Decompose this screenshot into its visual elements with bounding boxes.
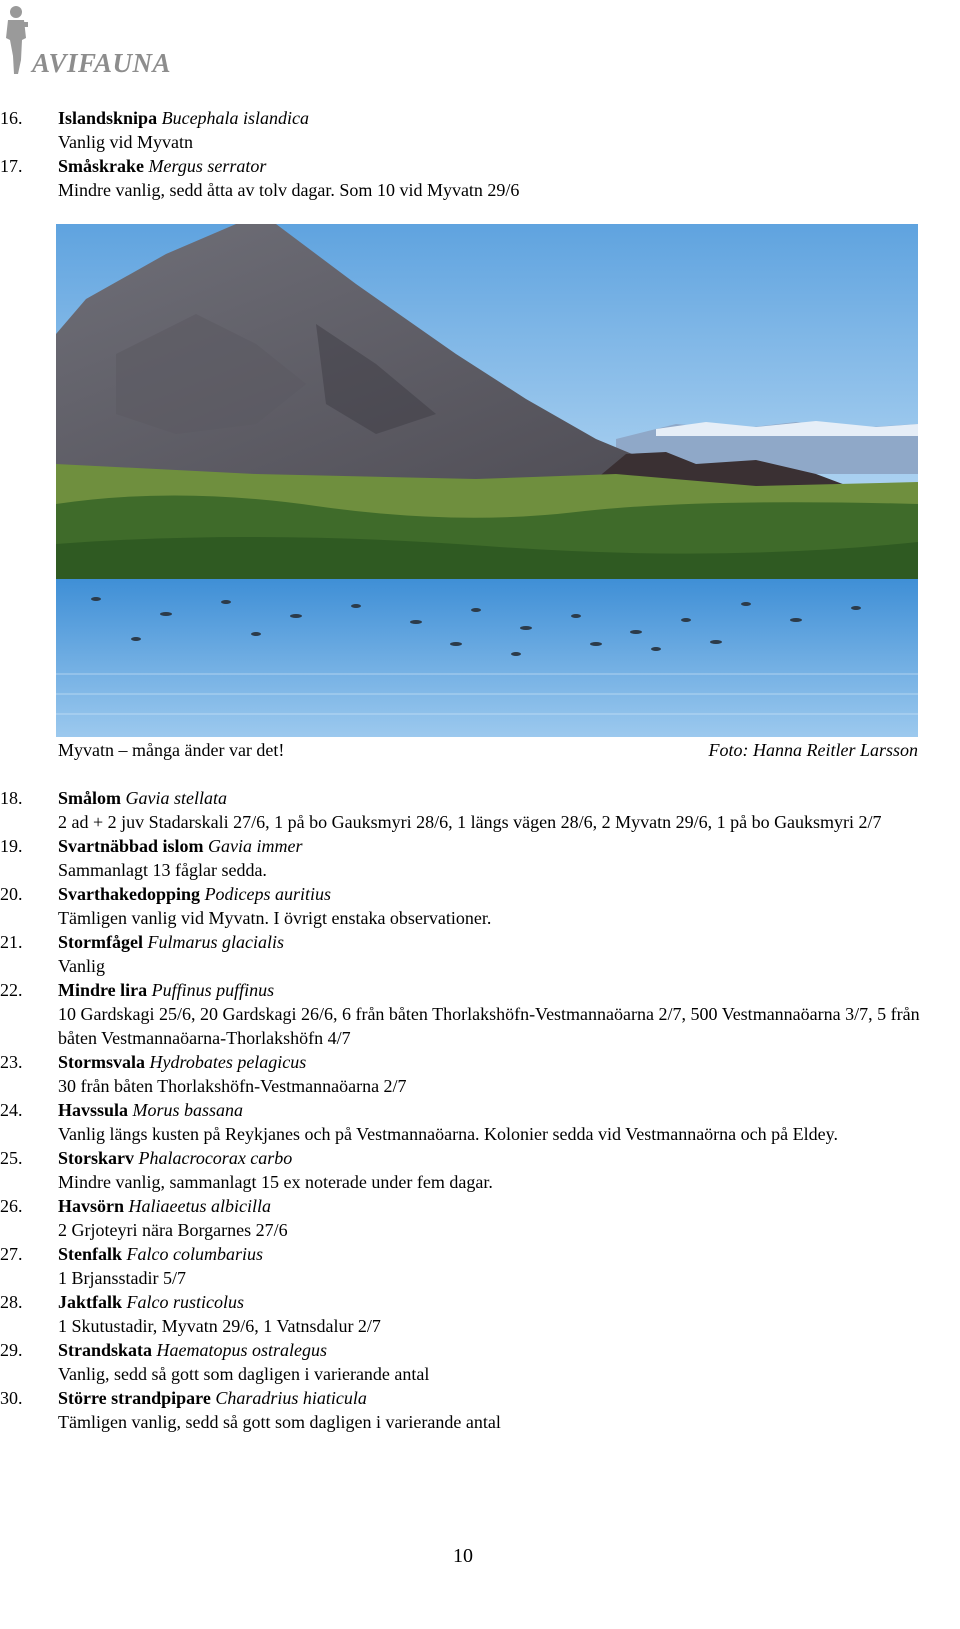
species-entry bbox=[0, 834, 960, 882]
scientific-name: Mergus serrator bbox=[148, 156, 267, 176]
species-description: 1 Skutustadir, Myvatn 29/6, 1 Vatnsdalur 2/7 bbox=[58, 1316, 381, 1336]
entry-number: 27. bbox=[0, 1244, 23, 1264]
entry-number: 24. bbox=[0, 1100, 23, 1120]
species-name: Småskrake bbox=[58, 156, 145, 176]
species-name: Havsörn bbox=[58, 1196, 125, 1216]
scientific-name: Falco rusticolus bbox=[126, 1292, 245, 1312]
species-list-bottom bbox=[0, 786, 960, 1434]
species-name: Mindre lira bbox=[58, 980, 148, 1000]
bird-watcher-icon bbox=[2, 4, 30, 76]
species-entry bbox=[0, 1146, 960, 1194]
species-name: Svartnäbbad islom bbox=[58, 836, 204, 856]
species-description: Vanlig vid Myvatn bbox=[58, 132, 193, 152]
species-name: Svarthakedopping bbox=[58, 884, 201, 904]
species-entry bbox=[0, 786, 960, 834]
scientific-name: Falco columbarius bbox=[126, 1244, 264, 1264]
species-description: 2 ad + 2 juv Stadarskali 27/6, 1 på bo Gauksmyri 28/6, 1 längs vägen 28/6, 2 Myvatn 29/6, 1 på bo Gauksmyri 2/7 bbox=[58, 812, 882, 832]
species-name: Havssula bbox=[58, 1100, 129, 1120]
photo-illustration bbox=[56, 224, 918, 737]
species-entry bbox=[0, 1242, 960, 1290]
scientific-name: Charadrius hiaticula bbox=[215, 1388, 367, 1408]
species-entry bbox=[0, 930, 960, 978]
species-description: Vanlig bbox=[58, 956, 105, 976]
species-entry bbox=[0, 106, 960, 154]
species-entry bbox=[0, 978, 960, 1050]
species-description: Vanlig längs kusten på Reykjanes och på Vestmannaöarna. Kolonier sedda vid Vestmannaörna och på Eldey. bbox=[58, 1124, 838, 1144]
species-description: Tämligen vanlig, sedd så gott som dagligen i varierande antal bbox=[58, 1412, 501, 1432]
species-name: Stormsvala bbox=[58, 1052, 145, 1072]
scientific-name: Hydrobates pelagicus bbox=[149, 1052, 307, 1072]
scientific-name: Phalacrocorax carbo bbox=[138, 1148, 293, 1168]
species-name: Storskarv bbox=[58, 1148, 134, 1168]
species-name: Stormfågel bbox=[58, 932, 143, 952]
scientific-name: Morus bassana bbox=[132, 1100, 244, 1120]
species-name: Större strandpipare bbox=[58, 1388, 211, 1408]
species-name: Jaktfalk bbox=[58, 1292, 123, 1312]
species-entry bbox=[0, 1386, 960, 1434]
entry-number: 20. bbox=[0, 884, 23, 904]
entry-number: 23. bbox=[0, 1052, 23, 1072]
species-name: Strandskata bbox=[58, 1340, 153, 1360]
scientific-name: Bucephala islandica bbox=[161, 108, 310, 128]
species-description: Mindre vanlig, sedd åtta av tolv dagar. Som 10 vid Myvatn 29/6 bbox=[58, 180, 520, 200]
entry-number: 19. bbox=[0, 836, 23, 856]
entry-number: 18. bbox=[0, 788, 23, 808]
entry-number: 29. bbox=[0, 1340, 23, 1360]
species-entry bbox=[0, 1098, 960, 1146]
scientific-name: Puffinus puffinus bbox=[151, 980, 275, 1000]
species-entry bbox=[0, 1194, 960, 1242]
entry-number: 17. bbox=[0, 156, 23, 176]
species-entry bbox=[0, 154, 960, 202]
entry-number: 22. bbox=[0, 980, 23, 1000]
entry-number: 30. bbox=[0, 1388, 23, 1408]
species-name: Smålom bbox=[58, 788, 121, 808]
entry-number: 16. bbox=[0, 108, 23, 128]
logo-text: AVIFAUNA bbox=[32, 48, 172, 78]
entry-number: 21. bbox=[0, 932, 23, 952]
species-description: Tämligen vanlig vid Myvatn. I övrigt enstaka observationer. bbox=[58, 908, 492, 928]
photo-caption: Myvatn – många änder var det! bbox=[58, 740, 285, 760]
species-description: 1 Brjansstadir 5/7 bbox=[58, 1268, 186, 1288]
species-name: Islandsknipa bbox=[58, 108, 158, 128]
species-entry bbox=[0, 1338, 960, 1386]
species-name: Stenfalk bbox=[58, 1244, 123, 1264]
species-description: 10 Gardskagi 25/6, 20 Gardskagi 26/6, 6 från båten Thorlakshöfn-Vestmannaöarna 2/7, 500 Vestmannaöarna 3/7, 5 från båten Vestmannaöarna-Thorlakshöfn 4/7 bbox=[58, 1004, 920, 1048]
species-entry bbox=[0, 1050, 960, 1098]
entry-number: 25. bbox=[0, 1148, 23, 1168]
photo-credit: Foto: Hanna Reitler Larsson bbox=[708, 740, 918, 760]
species-description: 2 Grjoteyri nära Borgarnes 27/6 bbox=[58, 1220, 288, 1240]
lake-photo bbox=[56, 224, 918, 737]
entry-number: 26. bbox=[0, 1196, 23, 1216]
scientific-name: Fulmarus glacialis bbox=[147, 932, 284, 952]
species-description: Mindre vanlig, sammanlagt 15 ex noterade under fem dagar. bbox=[58, 1172, 493, 1192]
species-description: Vanlig, sedd så gott som dagligen i varierande antal bbox=[58, 1364, 430, 1384]
scientific-name: Gavia stellata bbox=[125, 788, 227, 808]
scientific-name: Haliaeetus albicilla bbox=[128, 1196, 271, 1216]
species-entry bbox=[0, 1290, 960, 1338]
avifauna-logo bbox=[2, 4, 182, 76]
species-description: 30 från båten Thorlakshöfn-Vestmannaöarna 2/7 bbox=[58, 1076, 407, 1096]
species-entry bbox=[0, 882, 960, 930]
scientific-name: Podiceps auritius bbox=[204, 884, 332, 904]
entry-number: 28. bbox=[0, 1292, 23, 1312]
species-description: Sammanlagt 13 fåglar sedda. bbox=[58, 860, 267, 880]
page-number: 10 bbox=[453, 1545, 473, 1567]
species-list-top bbox=[0, 106, 960, 202]
scientific-name: Gavia immer bbox=[208, 836, 303, 856]
scientific-name: Haematopus ostralegus bbox=[156, 1340, 328, 1360]
